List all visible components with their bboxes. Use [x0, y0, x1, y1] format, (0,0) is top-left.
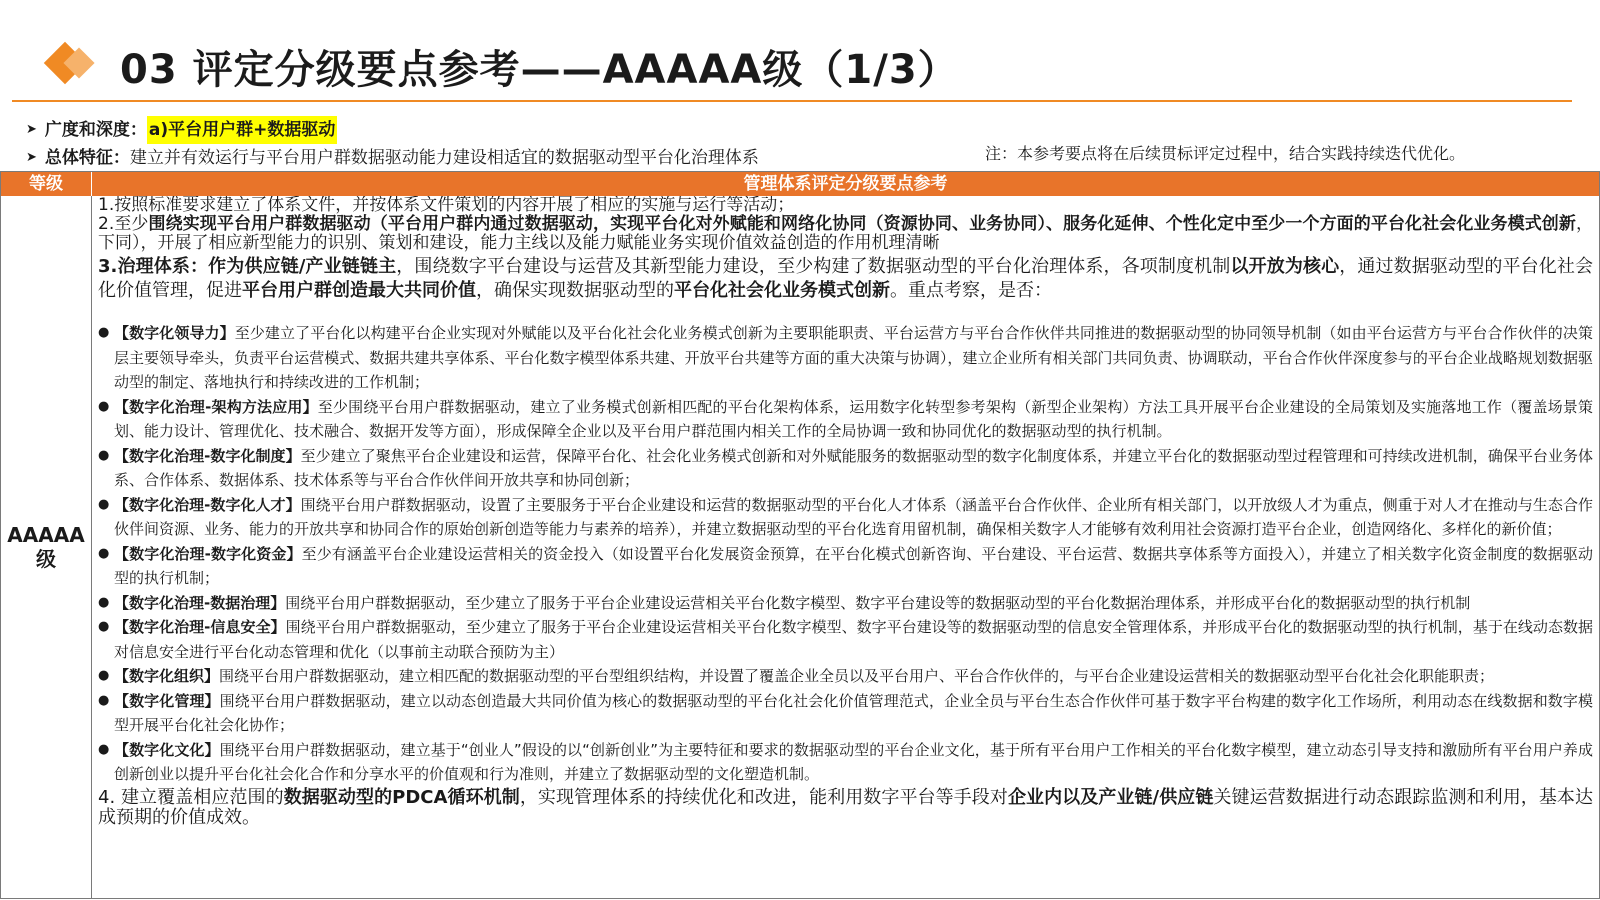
governance-items [98, 321, 1593, 787]
breadth-label: 广度和深度： [44, 120, 147, 140]
breadth-value: a)平台用户群+数据驱动 [147, 116, 338, 144]
list-item: ● 【数字化组织】围绕平台用户群数据驱动，建立相匹配的数据驱动型的平台型组织结构，并设置了覆盖企业全员以及平台用户、平台合作伙伴的，与平台企业建设运营相关的数据驱动型平台化社会化职能职责； [98, 664, 1593, 689]
arrow-bullet-icon: ➤ [26, 122, 37, 137]
header-level: 等级 [1, 172, 92, 196]
breadth-bullet [26, 116, 759, 144]
table-header [1, 172, 1599, 196]
point-3: 3.治理体系：作为供应链/产业链链主，围绕数字平台建设与运营及其新型能力建设，至少构建了数据驱动型的平台化治理体系，各项制度机制以开放为核心，通过数据驱动型的平台化社会化价值管理，促进平台用户群创造最大共同价值，确保实现数据驱动型的平台化社会化业务模式创新。重点考察，是否： [98, 256, 1593, 301]
content-cell [98, 196, 1593, 898]
list-item: ● 【数字化管理】围绕平台用户群数据驱动，建立以动态创造最大共同价值为核心的数据驱动型的平台化社会化价值管理范式，企业全员与平台生态合作伙伴可基于数字平台构建的数字化工作场所，利用动态在线数据和数字模型开展平台化社会化协作； [98, 689, 1593, 738]
diamond-icon [44, 44, 108, 88]
header-content: 管理体系评定分级要点参考 [743, 174, 948, 194]
list-item: ● 【数字化治理-数字化人才】围绕平台用户群数据驱动，设置了主要服务于平台企业建设和运营的数据驱动型的平台化人才体系（涵盖平台合作伙伴、企业所有相关部门，以开放级人才为重点，侧重于对人才在推动与生态合作伙伴间资源、业务、能力的开放共享和协同合作的原始创新创造等能力与素养的培养），并建立数据驱动型的平台化选育用留机制，确保相关数字人才能够有效利用社会资源打造平台企业，创造网络化、多样化的新价值； [98, 493, 1593, 542]
note-text: 注：本参考要点将在后续贯标评定过程中，结合实践持续迭代优化。 [985, 144, 1466, 163]
point-1: 1.按照标准要求建立了体系文件，并按体系文件策划的内容开展了相应的实施与运行等活动； [98, 196, 795, 215]
level-cell: AAAAA级 [1, 196, 92, 898]
list-item: ● 【数字化治理-数字化制度】至少建立了聚焦平台企业建设和运营，保障平台化、社会化业务模式创新和对外赋能服务的数据驱动型的数字化制度体系，并建立平台化的数据驱动型过程管理和可持续改进机制，确保平台业务体系、合作体系、数据体系、技术体系等与平台合作伙伴间开放共享和协同创新； [98, 444, 1593, 493]
list-item: ● 【数字化治理-数字化资金】至少有涵盖平台企业建设运营相关的资金投入（如设置平台化发展资金预算，在平台化模式创新咨询、平台建设、平台运营、数据共享体系等方面投入），并建立了相关数字化资金制度的数据驱动型的执行机制； [98, 542, 1593, 591]
overall-label: 总体特征： [44, 148, 130, 168]
list-item: ● 【数字化领导力】至少建立了平台化以构建平台企业实现对外赋能以及平台化社会化业务模式创新为主要职能职责、平台运营方与平台合作伙伴共同推进的数据驱动型的协同领导机制（如由平台运营方与平台合作伙伴的决策层主要领导牵头，负责平台运营模式、数据共建共享体系、平台化数字模型体系共建、开放平台共建等方面的重大决策与协调），建立企业所有相关部门共同负责、协调联动，平台合作伙伴深度参与的平台企业战略规划数据驱动型的制定、落地执行和持续改进的工作机制； [98, 321, 1593, 395]
title-bar [44, 36, 959, 96]
list-item: ● 【数字化治理-信息安全】围绕平台用户群数据驱动，至少建立了服务于平台企业建设运营相关平台化数字模型、数字平台建设等的数据驱动型的信息安全管理体系，并形成平台化的数据驱动型的执行机制，基于在线动态数据对信息安全进行平台化动态管理和优化（以事前主动联合预防为主） [98, 615, 1593, 664]
list-item: ● 【数字化文化】围绕平台用户群数据驱动，建立基于“创业人”假设的以“创新创业”为主要特征和要求的数据驱动型的平台企业文化，基于所有平台用户工作相关的平台化数字模型，建立动态引导支持和激励所有平台用户养成创新创业以提升平台化社会化合作和分享水平的价值观和行为准则，并建立了数据驱动型的文化塑造机制。 [98, 738, 1593, 787]
summary-bullets [26, 116, 759, 172]
overall-bullet [26, 144, 759, 172]
point-2: 2.至少围绕实现平台用户群数据驱动（平台用户群内通过数据驱动，实现平台化对外赋能和网络化协同（资源协同、业务协同）、服务化延伸、个性化定中至少一个方面的平台化社会化业务模式创新，下同），开展了相应新型能力的识别、策划和建设，能力主线以及能力赋能业务实现价值效益创造的作用机理清晰 [98, 214, 1593, 253]
list-item: ● 【数字化治理-架构方法应用】至少围绕平台用户群数据驱动，建立了业务模式创新相匹配的平台化架构体系，运用数字化转型参考架构（新型企业架构）方法工具开展平台企业建设的全局策划及实施落地工作（覆盖场景策划、能力设计、管理优化、技术融合、数据开发等方面），形成保障全企业以及平台用户群范围内相关工作的全局协调一致和协同优化的数据驱动型的执行机制。 [98, 395, 1593, 444]
point-4: 4. 建立覆盖相应范围的数据驱动型的PDCA循环机制，实现管理体系的持续优化和改进，能利用数字平台等手段对企业内以及产业链/供应链关键运营数据进行动态跟踪监测和利用，基本达成预期的价值成效。 [98, 786, 1593, 828]
list-item: ● 【数字化治理-数据治理】围绕平台用户群数据驱动，至少建立了服务于平台企业建设运营相关平台化数字模型、数字平台建设等的数据驱动型的平台化数据治理体系，并形成平台化的数据驱动型的执行机制 [98, 591, 1593, 616]
arrow-bullet-icon: ➤ [26, 150, 37, 165]
overall-value: 建立并有效运行与平台用户群数据驱动能力建设相适宜的数据驱动型平台化治理体系 [129, 148, 759, 168]
page-title: 03 评定分级要点参考——AAAAA级（1/3） [120, 46, 959, 93]
title-divider [12, 100, 1572, 102]
grading-table [0, 171, 1600, 899]
